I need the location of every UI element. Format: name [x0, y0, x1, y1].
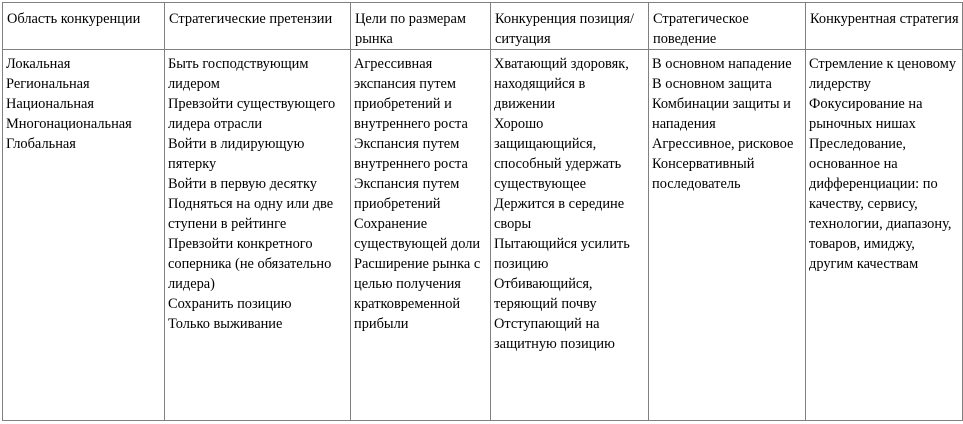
header-cell-competitive-strategy: Конкурентная стратегия [806, 3, 963, 50]
header-cell-competitive-position: Конкуренция позиция/ситуация [491, 3, 649, 50]
list-item: В основном защита [652, 76, 772, 92]
list-item: Войти в лидирующую пятерку [168, 136, 305, 172]
list-item: Региональная [6, 76, 90, 92]
list-item: Отступающий на защитную позицию [494, 316, 615, 352]
cell-competition-area [3, 50, 165, 421]
list-item: Пытающийся усилить позицию [494, 236, 630, 272]
list-item: Локальная [6, 56, 71, 72]
header-cell-competition-area: Область конкуренции [3, 3, 165, 50]
header-cell-strategic-behavior: Стратегическое поведение [649, 3, 806, 50]
table-row [3, 50, 963, 421]
list-item: Подняться на одну или две ступени в рейтинге [168, 196, 334, 232]
list-item: Фокусирование на рыночных нишах [809, 96, 923, 132]
list-item: Комбинации защиты и нападения [652, 96, 791, 132]
list-item: Преследование, основанное на дифференциации: по качеству, сервису, технологии, диапазону, товаров, имиджу, другим качествам [809, 136, 952, 272]
cell-strategic-claims [165, 50, 351, 421]
header-cell-strategic-claims: Стратегические претензии [165, 3, 351, 50]
list-item: Только выживание [168, 316, 283, 332]
list-item: Экспансия путем внутреннего роста [354, 136, 468, 172]
header-cell-market-size-goals: Цели по размерам рынка [351, 3, 491, 50]
competition-strategy-table [2, 2, 963, 421]
header-row [3, 3, 963, 50]
cell-market-size-goals [351, 50, 491, 421]
list-item: Национальная [6, 96, 95, 112]
list-item: Экспансия путем приобретений [354, 176, 460, 212]
list-item: Стремление к ценовому лидерству [809, 56, 957, 92]
list-item: Войти в первую десятку [168, 176, 317, 192]
list-item: Хорошо защищающийся, способный удержать существующее [494, 116, 622, 192]
list-item: Держится в середине своры [494, 196, 625, 232]
list-item: Быть господствующим лидером [168, 56, 309, 92]
list-item: Превзойти существующего лидера отрасли [168, 96, 336, 132]
list-item: Глобальная [6, 136, 76, 152]
list-item: Сохранить позицию [168, 296, 292, 312]
list-item: Расширение рынка с целью получения кратковременной прибыли [354, 256, 481, 332]
list-item: В основном нападение [652, 56, 792, 72]
list-item: Агрессивная экспансия путем приобретений и внутреннего роста [354, 56, 468, 132]
cell-competitive-position [491, 50, 649, 421]
cell-competitive-strategy [806, 50, 963, 421]
list-item: Агрессивное, рисковое [652, 136, 794, 152]
list-item: Многонациональная [6, 116, 132, 132]
list-item: Консервативный последователь [652, 156, 755, 192]
cell-strategic-behavior [649, 50, 806, 421]
list-item: Превзойти конкретного соперника (не обязательно лидера) [168, 236, 332, 292]
list-item: Отбивающийся, теряющий почву [494, 276, 597, 312]
list-item: Сохранение существующей доли [354, 216, 481, 252]
list-item: Хватающий здоровяк, находящийся в движении [494, 56, 629, 112]
